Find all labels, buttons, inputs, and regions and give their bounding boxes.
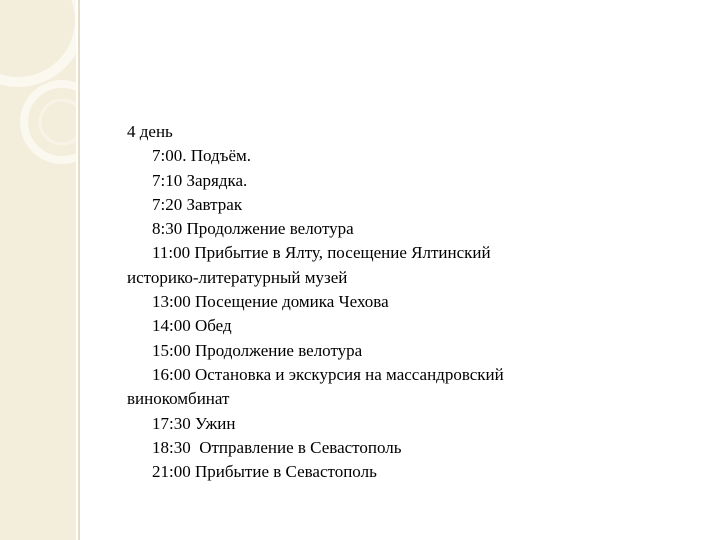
schedule-line: 7:20 Завтрак [152, 194, 243, 214]
side-divider-line [78, 0, 80, 540]
schedule-line: 18:30 Отправление в Севастополь [152, 437, 402, 457]
small-decorative-circle [24, 84, 76, 160]
schedule-line: 15:00 Продолжение велотура [152, 340, 363, 360]
decorative-side-band [0, 0, 76, 540]
decorative-circles [0, 0, 76, 540]
schedule-text-block [127, 120, 687, 484]
schedule-line-continuation: винокомбинат [127, 389, 230, 409]
inner-decorative-circle [40, 100, 76, 144]
schedule-line: 16:00 Остановка и экскурсия на массандровский [152, 364, 504, 384]
schedule-line: 11:00 Прибытие в Ялту, посещение Ялтинский [152, 243, 491, 263]
schedule-line-continuation: историко-литературный музей [127, 267, 348, 287]
schedule-line: 7:10 Зарядка. [152, 170, 248, 190]
large-decorative-circle [0, 0, 76, 82]
day-heading: 4 день [127, 122, 173, 141]
schedule-line: 14:00 Обед [152, 316, 232, 336]
schedule-line: 8:30 Продолжение велотура [152, 219, 354, 239]
schedule-line: 21:00 Прибытие в Севастополь [152, 462, 377, 482]
schedule-line: 13:00 Посещение домика Чехова [152, 292, 389, 312]
schedule-line: 7:00. Подъём. [152, 146, 252, 166]
schedule-line: 17:30 Ужин [152, 413, 236, 433]
